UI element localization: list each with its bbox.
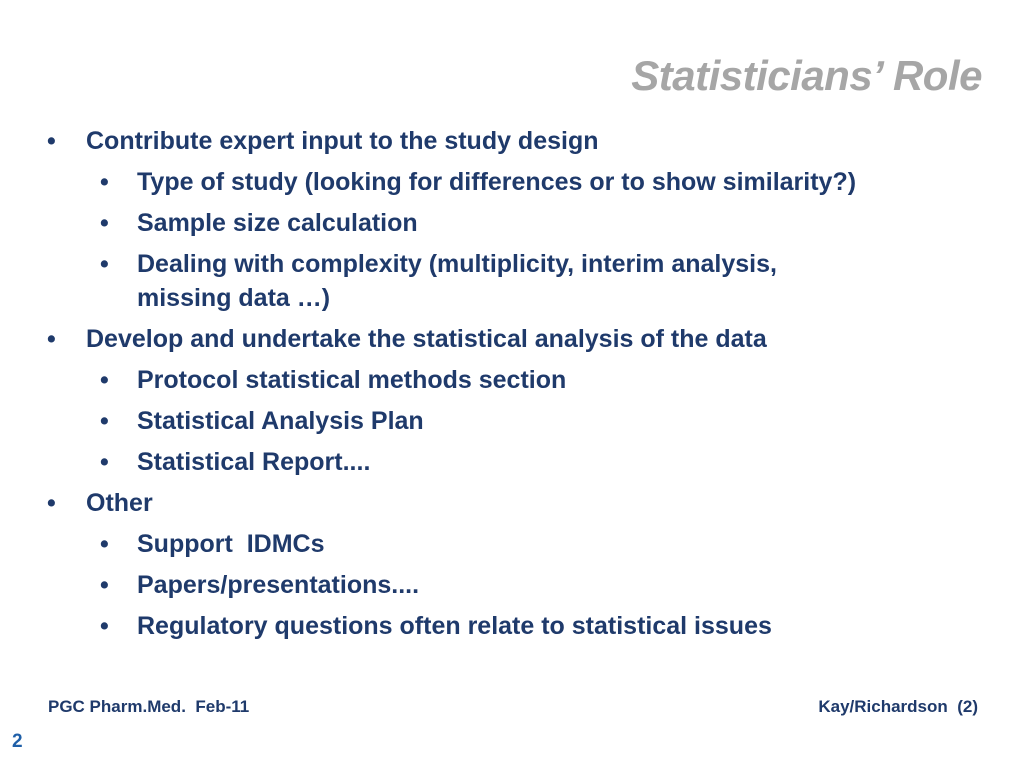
bullet-text: • Statistical Report.... [137, 448, 371, 476]
bullet-text: • Develop and undertake the statistical analysis of the data [86, 325, 767, 353]
bullet-text: • Papers/presentations.... [137, 571, 420, 599]
sub-bullet-item [0, 247, 1000, 315]
bullet-text: • Dealing with complexity (multiplicity, interim analysis, missing data …) [137, 250, 777, 312]
footer-course-label: PGC Pharm.Med. Feb-11 [48, 697, 250, 716]
bullet-item [0, 322, 1000, 356]
slide-number: 2 [12, 731, 23, 752]
bullet-text: • Other [86, 489, 153, 517]
bullet-item [0, 486, 1000, 520]
sub-bullet-item [0, 363, 1000, 397]
sub-bullet-item [0, 206, 1000, 240]
sub-bullet-item [0, 568, 1000, 602]
bullet-text: • Contribute expert input to the study design [86, 127, 599, 155]
footer-author-label: Kay/Richardson (2) [818, 697, 978, 716]
bullet-item [0, 124, 1000, 158]
sub-bullet-item [0, 445, 1000, 479]
slide-title: Statisticians’ Role [631, 52, 982, 99]
sub-bullet-item [0, 527, 1000, 561]
bullet-text: • Statistical Analysis Plan [137, 407, 424, 435]
bullet-text: • Type of study (looking for differences or to show similarity?) [137, 168, 857, 196]
bullet-text: • Sample size calculation [137, 209, 418, 237]
sub-bullet-item [0, 165, 1000, 199]
sub-bullet-item [0, 609, 1000, 643]
bullet-list [0, 124, 1000, 650]
bullet-text: • Protocol statistical methods section [137, 366, 567, 394]
sub-bullet-item [0, 404, 1000, 438]
bullet-text: • Regulatory questions often relate to statistical issues [137, 612, 772, 640]
bullet-text: • Support IDMCs [137, 530, 325, 558]
